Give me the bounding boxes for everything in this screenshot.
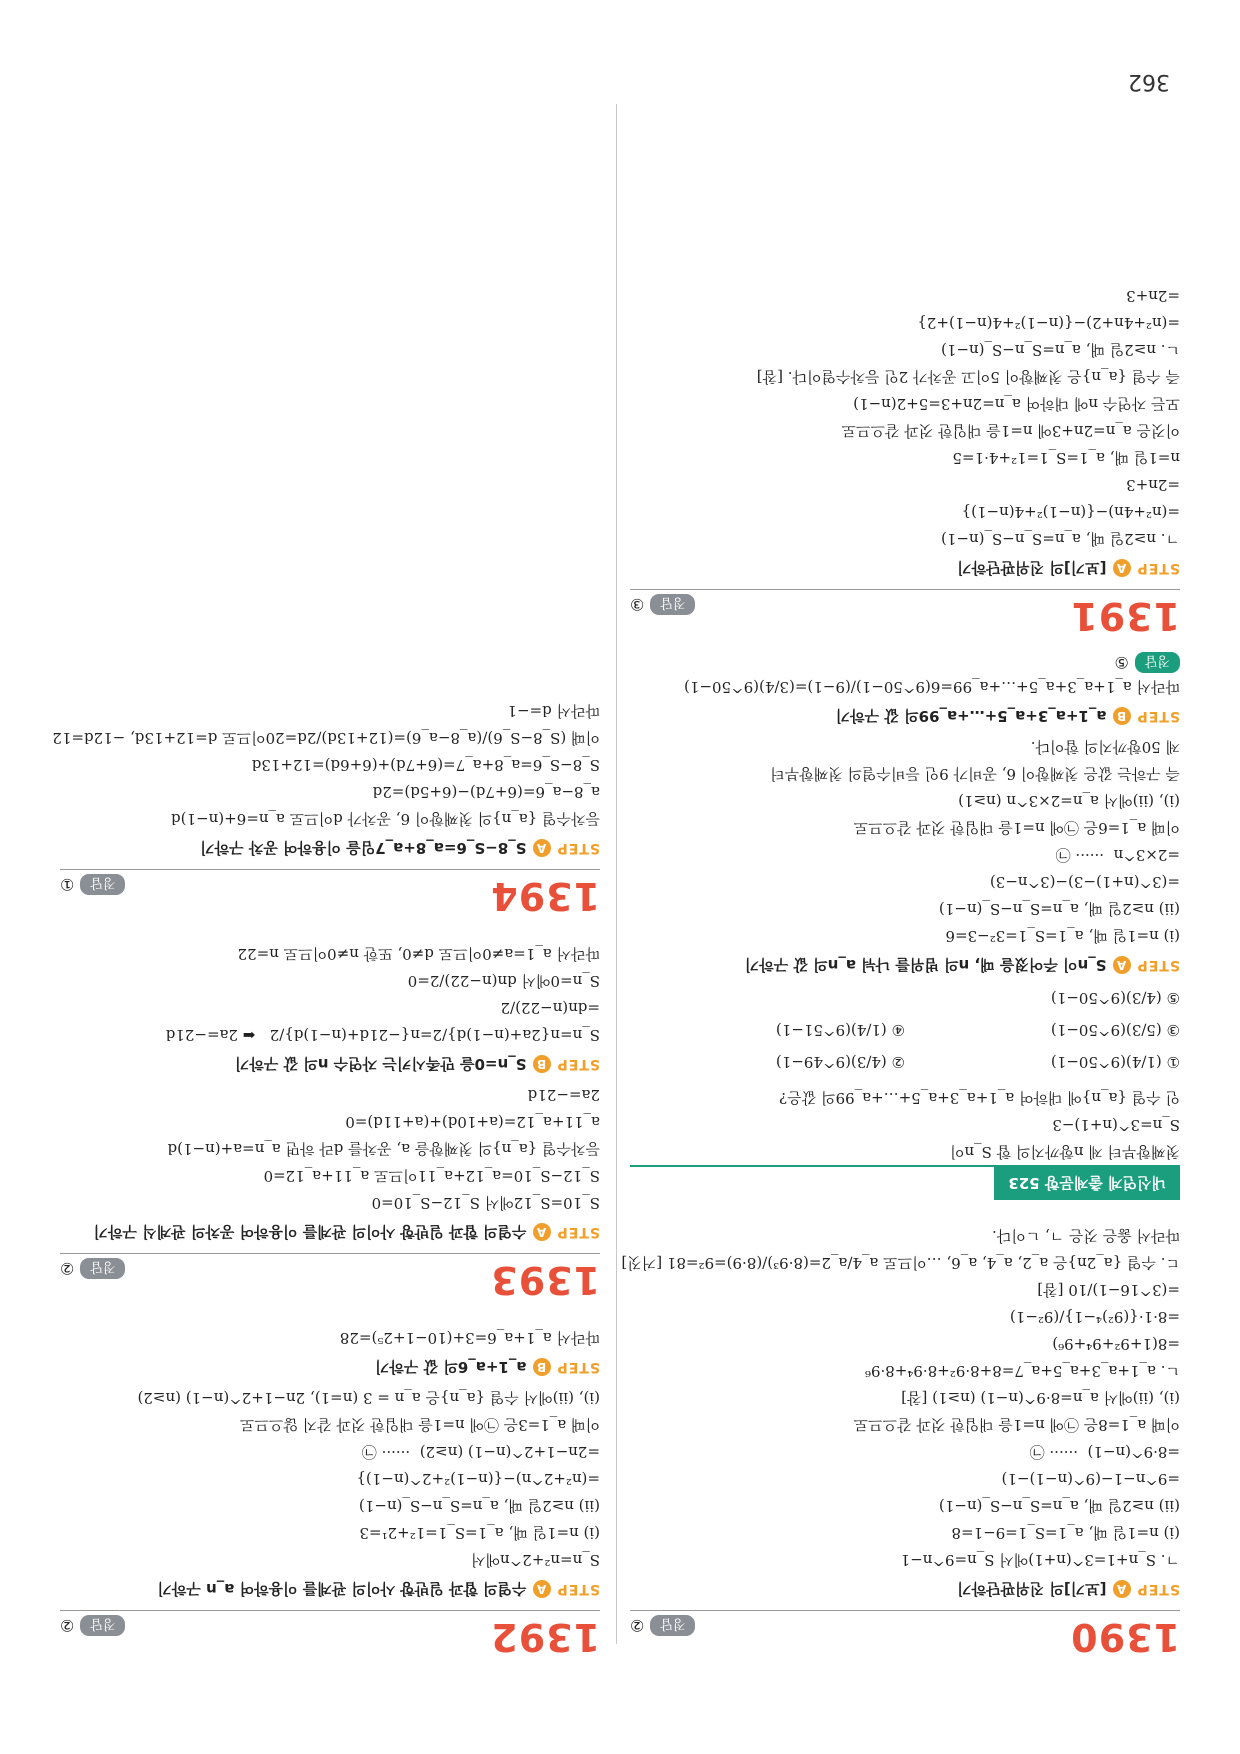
choice-item: ⑤ (4/3)(9^50−1) [1050,989,1180,1007]
problem-header [60,1610,600,1659]
solution-line: 따라서 a_1=a≠0이므로 d≠0, 또한 n≠0이므로 n=22 [237,945,600,963]
step-letter: A [533,840,551,858]
solution-line: 이때 a_1=8은 ㉠에 n=1을 대입한 것과 같으므로 [853,1416,1180,1434]
answer-value: ② [60,1616,75,1635]
solution-line: S_n=n²+2^n에서 [471,1551,600,1569]
problem-header [60,1253,600,1302]
solution-line: 모든 자연수 n에 대하여 a_n=2n+3=5+2(n−1) [853,395,1180,413]
solution-line: (ⅱ) n≥2일 때, a_n=S_n−S_(n−1) [358,1497,600,1515]
right-column [52,100,600,1659]
choice-item: ④ (1/4)(9^51−1) [775,1021,905,1039]
solution-line: 즉 구하는 값은 첫째항이 6, 공비가 9인 등비수열의 첫째항부터 [770,765,1180,783]
step-heading [60,1054,600,1075]
solution-line: =(3^(n+1)−3)−(3^n−3) [989,873,1180,891]
answer-badge: 정답 [80,1258,125,1279]
step-title: a_1+a_3+a_5+…+a_99의 값 구하기 [835,707,1107,725]
step-tag: STEP [556,840,600,857]
question-line: 첫째항부터 제 n항까지의 합 S_n이 [949,1143,1180,1161]
solution-line: ㄷ. 수열 {a_2n}은 a_2, a_4, a_6, …이므로 a_4/a_2=(8·9³)/(8·9)=9²=81 [거짓] [621,1254,1180,1272]
solution-line: S_10=S_12에서 S_12−S_10=0 [371,1194,600,1212]
step-tag: STEP [1136,560,1180,577]
solution-line: (ⅰ) n=1일 때, a_1=S_1=1²+2¹=3 [359,1524,600,1542]
step-tag: STEP [1136,708,1180,725]
solution-line: =(n²+2^n)−{(n−1)²+2^(n−1)} [356,1470,600,1488]
solution-line: (ⅰ) n=1일 때, a_1=S_1=9−1=8 [951,1524,1180,1542]
answer-value: ② [630,1616,645,1635]
problem-block [52,697,600,918]
step-heading [60,1222,600,1243]
solution-line: S_n=n{2a+(n−1)d}/2=n{−21d+(n−1)d}/2 ⬅ 2a=−21d [165,1026,600,1044]
solution-line: S_12−S_10=a_12+a_11이므로 a_11+a_12=0 [263,1167,600,1185]
step-letter: A [1113,957,1131,975]
solution-line: 이것은 a_n=2n+3에 n=1을 대입한 것과 같으므로 [841,422,1180,440]
problem-number: 1394 [490,874,600,918]
solution-line: 이때 a_1=6은 ㉠에 n=1을 대입한 것과 같으므로 [853,819,1180,837]
step-letter: A [533,1224,551,1242]
step-title: S_8−S_6=a_8+a_7임을 이용하여 공차 구하기 [200,839,527,857]
answer-badge: 정답 [650,1615,695,1636]
choice-item: ① (1/4)(9^50−1) [1050,1053,1180,1071]
answer-box [630,594,695,615]
problem-number: 1391 [1070,594,1180,638]
step-tag: STEP [1136,957,1180,974]
question-line: S_n=3^(n+1)−3 [1052,1116,1180,1134]
solution-line: (ⅰ) n=1일 때, a_1=S_1=3²−3=6 [945,927,1180,945]
solution-line: 따라서 옳은 것은 ㄱ, ㄴ이다. [992,1227,1180,1245]
solution-line: n=1일 때, a_1=S_1=1²+4·1=5 [952,449,1180,467]
left-column [621,100,1180,1659]
step-letter: A [1113,1581,1131,1599]
answer-badge: 정답 [650,594,695,615]
problem-header [60,869,600,918]
solution-line: ㄴ. n≥2일 때, a_n=S_n−S_(n−1) [940,341,1180,359]
problem-number: 1390 [1070,1615,1180,1659]
problem-number: 1393 [490,1258,600,1302]
answer-box [60,1258,125,1279]
solution-line: 2a=−21d [527,1086,600,1104]
answer-badge: 정답 [1135,652,1180,673]
step-heading [60,1357,600,1378]
choice-item: ③ (5/3)(9^50−1) [1050,1021,1180,1039]
answer-box [630,652,1180,673]
column-divider [616,104,617,1644]
step-heading [630,706,1180,727]
solution-line: 등차수열 {a_n}의 첫째항을 a, 공차를 d라 하면 a_n=a+(n−1)d [167,1140,600,1158]
step-title: [보기]의 진위판단하기 [957,559,1107,577]
solution-line: 따라서 a_1+a_3+a_5+…+a_99=6(9^50−1)/(9−1)=(3/4)(9^50−1) [684,678,1180,696]
step-tag: STEP [556,1056,600,1073]
solution-line: (ⅰ), (ⅱ)에서 a_n=2×3^n (n≥1) [958,792,1180,810]
question-line: 인 수열 {a_n}에 대하여 a_1+a_3+a_5+…+a_99의 값은? [779,1089,1180,1107]
step-tag: STEP [556,1224,600,1241]
step-heading [630,1579,1180,1600]
problem-header [630,589,1180,638]
answer-box [60,1615,125,1636]
problem-block [621,1222,1180,1659]
problem-block [60,940,600,1302]
step-title: 수열의 합과 일반항 사이의 관계를 이용하여 a_n 구하기 [157,1580,527,1598]
solution-line: 제 50항까지의 합이다. [1030,738,1180,756]
step-title: [보기]의 진위판단하기 [957,1580,1107,1598]
problem-number: 1392 [490,1615,600,1659]
linked-exam-header [630,1165,1180,1200]
page-number: 362 [1128,69,1170,94]
solution-line: =dn(n−22)/2 [500,999,600,1017]
solution-line: =8(1+9²+9⁴+9⁶) [1052,1335,1180,1353]
step-title: 수열의 합과 일반항 사이의 관계를 이용하여 공차의 관계식 구하기 [93,1223,527,1241]
problem-block [630,282,1180,638]
solution-line: =2n+3 [1126,476,1180,494]
step-heading [630,955,1180,976]
step-tag: STEP [556,1359,600,1376]
answer-value: ③ [630,595,645,614]
solution-line: =(n²+4n+2)−{(n−1)²+4(n−1)+2} [917,314,1180,332]
solution-line: =9^n−1−(9^(n−1)−1) [1001,1470,1180,1488]
step-heading [60,838,600,859]
solution-line: =2×3^n ······ ㉠ [1055,846,1180,864]
step-letter: B [533,1359,551,1377]
solution-line: a_8−a_6=(6+7d)−(6+5d)=2d [372,783,600,801]
answer-badge: 정답 [80,874,125,895]
solution-line: =(3^16−1)/10 [참] [1037,1281,1180,1299]
linked-exam-label: 내신연계 출제문항 523 [994,1167,1180,1200]
step-tag: STEP [1136,1581,1180,1598]
solution-line: 등차수열 {a_n}의 첫째항이 6, 공차가 d이므로 a_n=6+(n−1)d [171,810,600,828]
solution-line: =8·1·{(9²)⁴−1}/(9²−1) [1009,1308,1180,1326]
solution-line: S_8−S_6=a_8+a_7=(6+7d)+(6+6d)=12+13d [251,756,600,774]
answer-box [60,874,125,895]
step-letter: B [1113,708,1131,726]
solution-line: =2n−1+2^(n−1) (n≥2) ······ ㉠ [361,1443,600,1461]
choice-list [630,982,1180,1078]
solution-line: ㄴ. a_1+a_3+a_5+a_7=8+8·9²+8·9⁴+8·9⁶ [864,1362,1180,1380]
step-title: S_n이 주어졌을 때, n의 범위를 나눠 a_n의 값 구하기 [744,956,1107,974]
solution-line: 이때 (S_8−S_6)/(a_8−a_6)=(12+13d)/2d=20이므로 d=12+13d, −12d=12 [52,729,600,747]
step-letter: B [533,1056,551,1074]
problem-header [630,1610,1180,1659]
step-letter: A [1113,560,1131,578]
solution-line: (ⅰ), (ⅱ)에서 a_n=8·9^(n−1) (n≥1) [참] [901,1389,1180,1407]
answer-value: ⑤ [1114,653,1129,672]
step-tag: STEP [556,1581,600,1598]
solution-line: =(n²+4n)−{(n−1)²+4(n−1)} [961,503,1180,521]
answer-value: ① [60,875,75,894]
solution-line: 즉 수열 {a_n}은 첫째항이 5이고 공차가 2인 등차수열이다. [참] [756,368,1180,386]
solution-line: 이때 a_1=3은 ㉠에 n=1을 대입한 것과 같지 않으므로 [239,1416,600,1434]
solution-line: (ⅱ) n≥2일 때, a_n=S_n−S_(n−1) [938,900,1180,918]
step-title: a_1+a_6의 값 구하기 [374,1358,527,1376]
answer-value: ② [60,1259,75,1278]
solution-line: 따라서 a_1+a_6=3+(10−1+2⁵)=28 [339,1329,600,1347]
solution-line: (ⅰ), (ⅱ)에서 수열 {a_n}은 a_n = 3 (n=1), 2n−1+2^(n−1) (n≥2) [137,1389,600,1407]
answer-box [630,1615,695,1636]
solution-line: (ⅱ) n≥2일 때, a_n=S_n−S_(n−1) [938,1497,1180,1515]
linked-exam-question [630,652,1180,1200]
step-letter: A [533,1581,551,1599]
solution-line: =8·9^(n−1) ······ ㉠ [1029,1443,1180,1461]
answer-badge: 정답 [80,1615,125,1636]
step-heading [630,558,1180,579]
problem-block [60,1324,600,1659]
solution-line: ㄱ. n≥2일 때, a_n=S_n−S_(n−1) [940,530,1180,548]
solution-line: S_n=0에서 dn(n−22)/2=0 [407,972,600,990]
step-title: S_n=0을 만족시키는 자연수 n의 값 구하기 [234,1055,527,1073]
choice-item: ② (4/3)(9^49−1) [775,1053,905,1071]
solution-line: =2n+3 [1126,287,1180,305]
solution-line: 따라서 d=−1 [507,702,600,720]
solution-line: a_11+a_12=(a+10d)+(a+11d)=0 [345,1113,600,1131]
solution-line: ㄱ. S_n+1=3^(n+1)에서 S_n=9^n−1 [900,1551,1180,1569]
step-heading [60,1579,600,1600]
